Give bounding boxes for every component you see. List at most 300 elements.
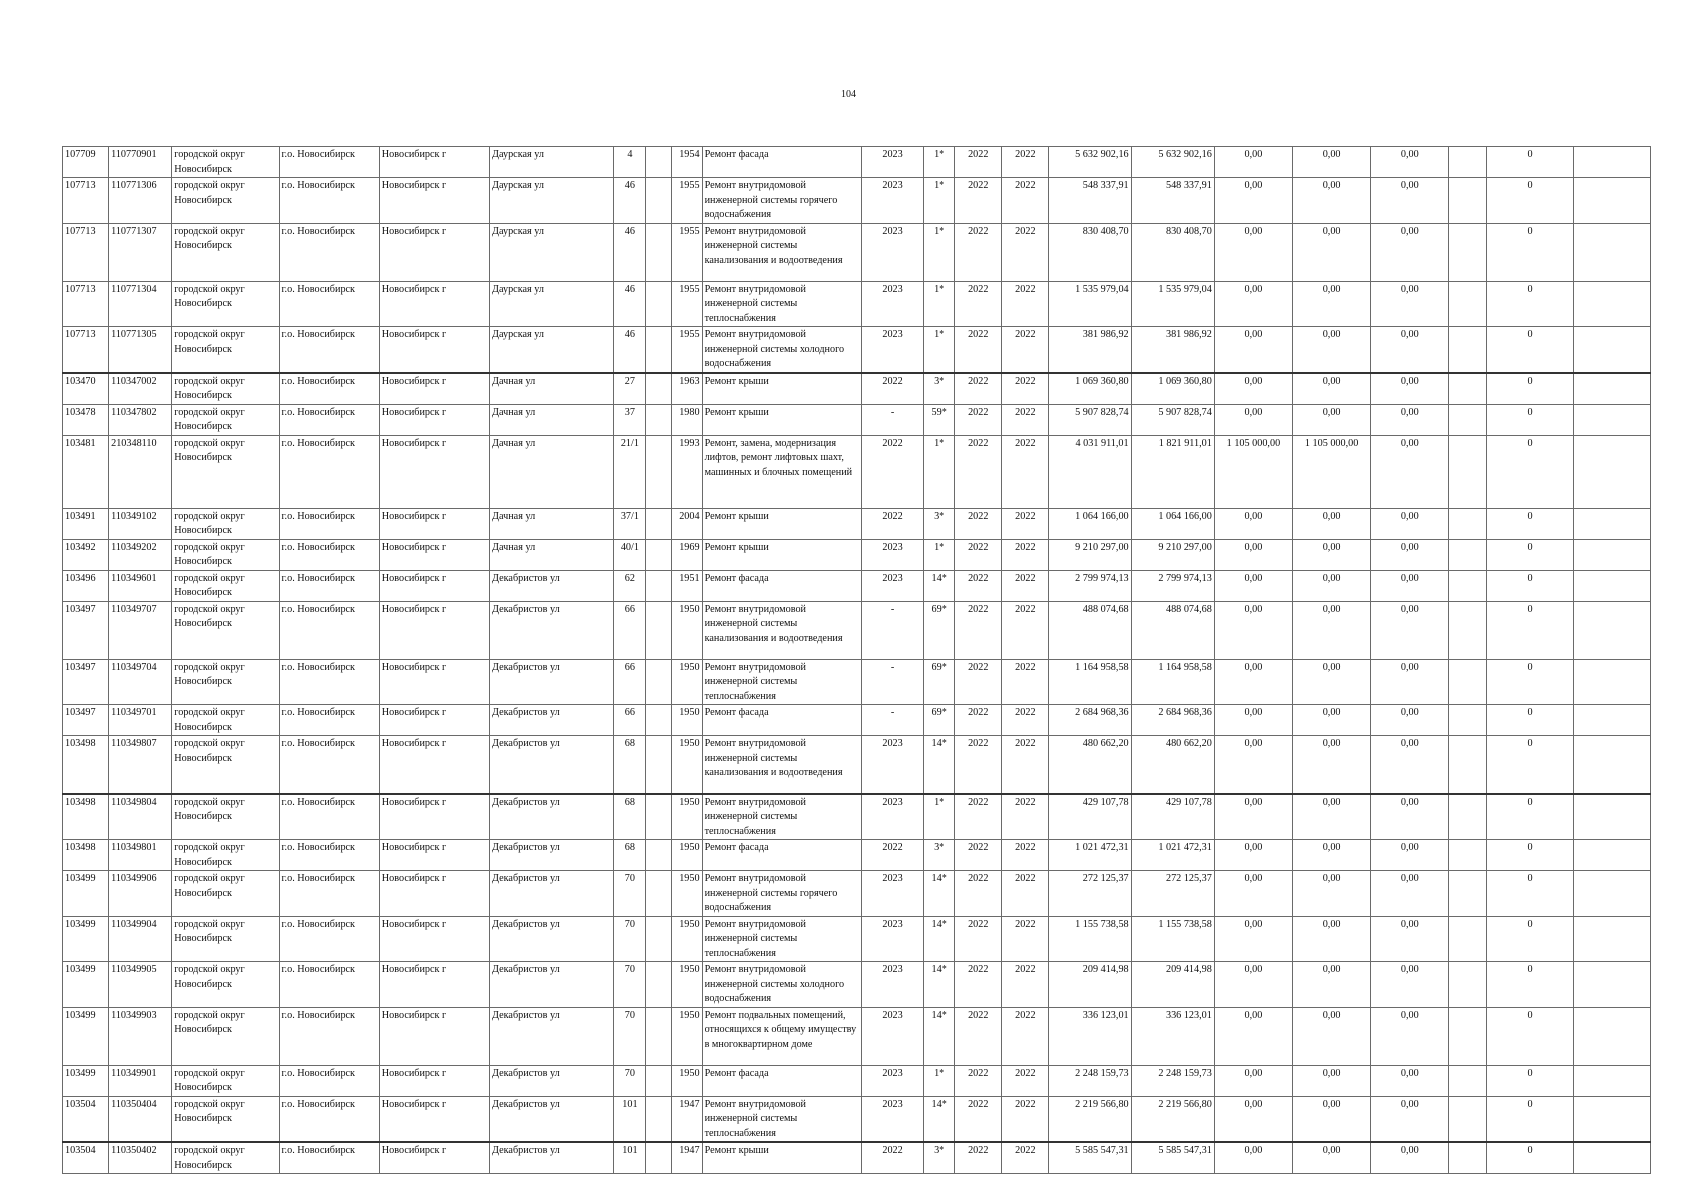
cell-fund-cost: 209 414,98 xyxy=(1131,962,1214,1008)
cell-zero: 0 xyxy=(1487,659,1573,705)
cell-fund-cost: 1 064 166,00 xyxy=(1131,508,1214,539)
cell-year-built: 1947 xyxy=(671,1142,702,1174)
cell-code: 110770901 xyxy=(109,147,172,178)
cell-year-end: 2022 xyxy=(1002,1007,1049,1065)
cell-work-type: Ремонт фасада xyxy=(702,1065,861,1096)
cell-district: городской округ Новосибирск xyxy=(172,736,279,794)
cell-street: Дачная ул xyxy=(490,404,614,435)
cell-year-start: 2022 xyxy=(955,281,1002,327)
cell-federal: 0,00 xyxy=(1214,1065,1292,1096)
cell-regional: 0,00 xyxy=(1293,1096,1371,1142)
cell-extra xyxy=(1449,659,1487,705)
cell-street: Декабристов ул xyxy=(490,1096,614,1142)
cell-municipality: г.о. Новосибирск xyxy=(279,178,379,224)
cell-total-cost: 1 064 166,00 xyxy=(1049,508,1131,539)
cell-work-type: Ремонт внутридомовой инженерной системы холодного водоснабжения xyxy=(702,962,861,1008)
cell-year-built: 1954 xyxy=(671,147,702,178)
table-row xyxy=(63,736,1651,794)
cell-year-planned: 2023 xyxy=(861,178,923,224)
cell-district: городской округ Новосибирск xyxy=(172,223,279,281)
cell-local: 0,00 xyxy=(1371,871,1449,917)
cell-extra xyxy=(1449,871,1487,917)
cell-zero: 0 xyxy=(1487,570,1573,601)
cell-local: 0,00 xyxy=(1371,570,1449,601)
cell-district: городской округ Новосибирск xyxy=(172,435,279,508)
cell-blank xyxy=(1573,794,1650,840)
cell-year-start: 2022 xyxy=(955,1065,1002,1096)
cell-year-start: 2022 xyxy=(955,539,1002,570)
cell-year-built: 1950 xyxy=(671,1007,702,1065)
cell-total-cost: 429 107,78 xyxy=(1049,794,1131,840)
cell-note: 69* xyxy=(924,601,955,659)
cell-building xyxy=(646,1007,671,1065)
cell-id: 103499 xyxy=(63,1007,109,1065)
cell-extra xyxy=(1449,840,1487,871)
cell-year-end: 2022 xyxy=(1002,281,1049,327)
cell-work-type: Ремонт внутридомовой инженерной системы канализования и водоотведения xyxy=(702,601,861,659)
cell-year-built: 1951 xyxy=(671,570,702,601)
cell-id: 107713 xyxy=(63,223,109,281)
cell-year-start: 2022 xyxy=(955,840,1002,871)
cell-note: 3* xyxy=(924,508,955,539)
cell-total-cost: 1 069 360,80 xyxy=(1049,373,1131,405)
cell-local: 0,00 xyxy=(1371,373,1449,405)
cell-work-type: Ремонт крыши xyxy=(702,404,861,435)
cell-note: 14* xyxy=(924,1096,955,1142)
cell-year-start: 2022 xyxy=(955,601,1002,659)
cell-code: 110349906 xyxy=(109,871,172,917)
cell-note: 1* xyxy=(924,178,955,224)
cell-zero: 0 xyxy=(1487,916,1573,962)
cell-street: Декабристов ул xyxy=(490,840,614,871)
cell-extra xyxy=(1449,223,1487,281)
cell-year-start: 2022 xyxy=(955,147,1002,178)
cell-building xyxy=(646,404,671,435)
cell-district: городской округ Новосибирск xyxy=(172,916,279,962)
cell-federal: 0,00 xyxy=(1214,962,1292,1008)
cell-year-planned: 2023 xyxy=(861,916,923,962)
cell-building xyxy=(646,794,671,840)
cell-code: 110349707 xyxy=(109,601,172,659)
cell-year-planned: 2023 xyxy=(861,1096,923,1142)
cell-code: 110349903 xyxy=(109,1007,172,1065)
table-row xyxy=(63,705,1651,736)
cell-city: Новосибирск г xyxy=(379,1065,489,1096)
cell-district: городской округ Новосибирск xyxy=(172,1065,279,1096)
cell-code: 110349807 xyxy=(109,736,172,794)
cell-extra xyxy=(1449,705,1487,736)
cell-extra xyxy=(1449,962,1487,1008)
cell-note: 1* xyxy=(924,327,955,373)
cell-id: 107713 xyxy=(63,178,109,224)
cell-year-planned: - xyxy=(861,601,923,659)
cell-year-start: 2022 xyxy=(955,508,1002,539)
cell-house: 21/1 xyxy=(614,435,646,508)
cell-total-cost: 9 210 297,00 xyxy=(1049,539,1131,570)
cell-work-type: Ремонт крыши xyxy=(702,539,861,570)
cell-extra xyxy=(1449,178,1487,224)
cell-local: 0,00 xyxy=(1371,962,1449,1008)
cell-year-start: 2022 xyxy=(955,404,1002,435)
cell-federal: 0,00 xyxy=(1214,223,1292,281)
cell-city: Новосибирск г xyxy=(379,1007,489,1065)
cell-work-type: Ремонт внутридомовой инженерной системы теплоснабжения xyxy=(702,659,861,705)
cell-year-end: 2022 xyxy=(1002,1065,1049,1096)
cell-id: 103499 xyxy=(63,1065,109,1096)
cell-local: 0,00 xyxy=(1371,404,1449,435)
cell-note: 14* xyxy=(924,916,955,962)
cell-work-type: Ремонт фасада xyxy=(702,570,861,601)
cell-house: 46 xyxy=(614,281,646,327)
cell-house: 46 xyxy=(614,178,646,224)
cell-id: 103497 xyxy=(63,601,109,659)
cell-building xyxy=(646,435,671,508)
cell-city: Новосибирск г xyxy=(379,840,489,871)
cell-regional: 0,00 xyxy=(1293,705,1371,736)
cell-zero: 0 xyxy=(1487,435,1573,508)
cell-year-built: 1955 xyxy=(671,327,702,373)
cell-city: Новосибирск г xyxy=(379,705,489,736)
cell-year-planned: 2023 xyxy=(861,794,923,840)
cell-municipality: г.о. Новосибирск xyxy=(279,327,379,373)
cell-extra xyxy=(1449,1007,1487,1065)
cell-code: 110349804 xyxy=(109,794,172,840)
cell-house: 70 xyxy=(614,1007,646,1065)
cell-municipality: г.о. Новосибирск xyxy=(279,736,379,794)
cell-work-type: Ремонт внутридомовой инженерной системы теплоснабжения xyxy=(702,1096,861,1142)
cell-zero: 0 xyxy=(1487,327,1573,373)
table-row xyxy=(63,1142,1651,1174)
cell-work-type: Ремонт внутридомовой инженерной системы горячего водоснабжения xyxy=(702,871,861,917)
cell-regional: 0,00 xyxy=(1293,736,1371,794)
cell-zero: 0 xyxy=(1487,281,1573,327)
cell-year-built: 1993 xyxy=(671,435,702,508)
cell-year-end: 2022 xyxy=(1002,916,1049,962)
cell-fund-cost: 830 408,70 xyxy=(1131,223,1214,281)
cell-year-planned: 2022 xyxy=(861,1142,923,1174)
cell-code: 110349801 xyxy=(109,840,172,871)
cell-note: 3* xyxy=(924,373,955,405)
cell-note: 14* xyxy=(924,1007,955,1065)
cell-local: 0,00 xyxy=(1371,705,1449,736)
cell-year-start: 2022 xyxy=(955,1142,1002,1174)
table-row xyxy=(63,178,1651,224)
cell-house: 66 xyxy=(614,705,646,736)
cell-district: городской округ Новосибирск xyxy=(172,659,279,705)
cell-blank xyxy=(1573,404,1650,435)
cell-local: 0,00 xyxy=(1371,147,1449,178)
cell-local: 0,00 xyxy=(1371,435,1449,508)
table-row xyxy=(63,435,1651,508)
cell-building xyxy=(646,962,671,1008)
cell-year-planned: 2022 xyxy=(861,373,923,405)
cell-city: Новосибирск г xyxy=(379,601,489,659)
cell-extra xyxy=(1449,404,1487,435)
cell-id: 103491 xyxy=(63,508,109,539)
cell-regional: 0,00 xyxy=(1293,601,1371,659)
cell-blank xyxy=(1573,601,1650,659)
cell-local: 0,00 xyxy=(1371,1065,1449,1096)
cell-house: 37/1 xyxy=(614,508,646,539)
cell-regional: 0,00 xyxy=(1293,659,1371,705)
cell-code: 110350404 xyxy=(109,1096,172,1142)
cell-year-end: 2022 xyxy=(1002,1142,1049,1174)
cell-building xyxy=(646,570,671,601)
cell-federal: 0,00 xyxy=(1214,508,1292,539)
cell-work-type: Ремонт, замена, модернизация лифтов, ремонт лифтовых шахт, машинных и блочных помещений xyxy=(702,435,861,508)
cell-year-planned: 2023 xyxy=(861,327,923,373)
cell-building xyxy=(646,327,671,373)
cell-work-type: Ремонт фасада xyxy=(702,147,861,178)
cell-city: Новосибирск г xyxy=(379,916,489,962)
cell-federal: 0,00 xyxy=(1214,1007,1292,1065)
cell-id: 103481 xyxy=(63,435,109,508)
cell-regional: 0,00 xyxy=(1293,794,1371,840)
cell-regional: 0,00 xyxy=(1293,147,1371,178)
cell-fund-cost: 2 799 974,13 xyxy=(1131,570,1214,601)
cell-extra xyxy=(1449,373,1487,405)
cell-fund-cost: 1 021 472,31 xyxy=(1131,840,1214,871)
cell-municipality: г.о. Новосибирск xyxy=(279,404,379,435)
cell-year-start: 2022 xyxy=(955,1007,1002,1065)
cell-total-cost: 2 248 159,73 xyxy=(1049,1065,1131,1096)
cell-id: 103478 xyxy=(63,404,109,435)
table-row xyxy=(63,962,1651,1008)
cell-house: 66 xyxy=(614,659,646,705)
cell-year-planned: 2023 xyxy=(861,1007,923,1065)
cell-blank xyxy=(1573,871,1650,917)
cell-local: 0,00 xyxy=(1371,508,1449,539)
cell-fund-cost: 488 074,68 xyxy=(1131,601,1214,659)
cell-year-start: 2022 xyxy=(955,705,1002,736)
cell-municipality: г.о. Новосибирск xyxy=(279,281,379,327)
cell-code: 110349102 xyxy=(109,508,172,539)
cell-street: Декабристов ул xyxy=(490,794,614,840)
table-row xyxy=(63,659,1651,705)
cell-building xyxy=(646,1065,671,1096)
cell-extra xyxy=(1449,508,1487,539)
table-row xyxy=(63,539,1651,570)
cell-total-cost: 830 408,70 xyxy=(1049,223,1131,281)
cell-federal: 0,00 xyxy=(1214,147,1292,178)
cell-year-built: 1955 xyxy=(671,223,702,281)
cell-blank xyxy=(1573,508,1650,539)
cell-street: Дачная ул xyxy=(490,508,614,539)
cell-code: 110349701 xyxy=(109,705,172,736)
cell-zero: 0 xyxy=(1487,601,1573,659)
cell-district: городской округ Новосибирск xyxy=(172,539,279,570)
cell-total-cost: 336 123,01 xyxy=(1049,1007,1131,1065)
cell-city: Новосибирск г xyxy=(379,373,489,405)
cell-note: 1* xyxy=(924,435,955,508)
table-row xyxy=(63,327,1651,373)
cell-local: 0,00 xyxy=(1371,659,1449,705)
cell-year-built: 1950 xyxy=(671,601,702,659)
cell-id: 103496 xyxy=(63,570,109,601)
table-row xyxy=(63,373,1651,405)
cell-year-end: 2022 xyxy=(1002,659,1049,705)
cell-total-cost: 2 219 566,80 xyxy=(1049,1096,1131,1142)
cell-note: 69* xyxy=(924,705,955,736)
cell-federal: 0,00 xyxy=(1214,1142,1292,1174)
cell-street: Дачная ул xyxy=(490,539,614,570)
cell-zero: 0 xyxy=(1487,705,1573,736)
cell-district: городской округ Новосибирск xyxy=(172,705,279,736)
cell-year-built: 1955 xyxy=(671,178,702,224)
cell-year-end: 2022 xyxy=(1002,871,1049,917)
cell-year-built: 1969 xyxy=(671,539,702,570)
cell-house: 70 xyxy=(614,1065,646,1096)
cell-blank xyxy=(1573,373,1650,405)
cell-year-planned: - xyxy=(861,705,923,736)
cell-year-built: 1947 xyxy=(671,1096,702,1142)
cell-zero: 0 xyxy=(1487,373,1573,405)
cell-building xyxy=(646,508,671,539)
cell-year-planned: 2022 xyxy=(861,508,923,539)
cell-id: 107713 xyxy=(63,281,109,327)
cell-zero: 0 xyxy=(1487,1142,1573,1174)
cell-regional: 0,00 xyxy=(1293,178,1371,224)
cell-local: 0,00 xyxy=(1371,916,1449,962)
cell-fund-cost: 429 107,78 xyxy=(1131,794,1214,840)
cell-extra xyxy=(1449,327,1487,373)
cell-note: 1* xyxy=(924,1065,955,1096)
cell-code: 110349901 xyxy=(109,1065,172,1096)
cell-municipality: г.о. Новосибирск xyxy=(279,794,379,840)
cell-year-built: 1950 xyxy=(671,840,702,871)
cell-municipality: г.о. Новосибирск xyxy=(279,435,379,508)
cell-blank xyxy=(1573,281,1650,327)
cell-regional: 0,00 xyxy=(1293,916,1371,962)
cell-city: Новосибирск г xyxy=(379,147,489,178)
cell-year-planned: 2023 xyxy=(861,570,923,601)
cell-house: 68 xyxy=(614,840,646,871)
cell-total-cost: 5 907 828,74 xyxy=(1049,404,1131,435)
cell-house: 62 xyxy=(614,570,646,601)
cell-year-built: 1963 xyxy=(671,373,702,405)
cell-id: 103499 xyxy=(63,871,109,917)
cell-id: 107713 xyxy=(63,327,109,373)
cell-street: Декабристов ул xyxy=(490,871,614,917)
cell-house: 40/1 xyxy=(614,539,646,570)
cell-id: 103504 xyxy=(63,1096,109,1142)
cell-year-planned: 2023 xyxy=(861,281,923,327)
cell-municipality: г.о. Новосибирск xyxy=(279,539,379,570)
cell-city: Новосибирск г xyxy=(379,871,489,917)
cell-federal: 0,00 xyxy=(1214,916,1292,962)
cell-street: Декабристов ул xyxy=(490,601,614,659)
cell-year-built: 1950 xyxy=(671,794,702,840)
cell-regional: 1 105 000,00 xyxy=(1293,435,1371,508)
cell-year-built: 1950 xyxy=(671,871,702,917)
cell-blank xyxy=(1573,1142,1650,1174)
cell-municipality: г.о. Новосибирск xyxy=(279,916,379,962)
cell-district: городской округ Новосибирск xyxy=(172,178,279,224)
cell-federal: 0,00 xyxy=(1214,840,1292,871)
cell-federal: 0,00 xyxy=(1214,1096,1292,1142)
cell-street: Даурская ул xyxy=(490,178,614,224)
cell-house: 68 xyxy=(614,736,646,794)
cell-federal: 0,00 xyxy=(1214,871,1292,917)
cell-id: 103497 xyxy=(63,705,109,736)
cell-year-start: 2022 xyxy=(955,570,1002,601)
cell-federal: 0,00 xyxy=(1214,327,1292,373)
cell-federal: 0,00 xyxy=(1214,736,1292,794)
cell-building xyxy=(646,840,671,871)
cell-district: городской округ Новосибирск xyxy=(172,794,279,840)
cell-year-end: 2022 xyxy=(1002,373,1049,405)
cell-blank xyxy=(1573,1007,1650,1065)
cell-district: городской округ Новосибирск xyxy=(172,570,279,601)
cell-house: 27 xyxy=(614,373,646,405)
cell-fund-cost: 5 632 902,16 xyxy=(1131,147,1214,178)
cell-year-built: 1950 xyxy=(671,705,702,736)
cell-municipality: г.о. Новосибирск xyxy=(279,871,379,917)
cell-municipality: г.о. Новосибирск xyxy=(279,1142,379,1174)
cell-fund-cost: 2 219 566,80 xyxy=(1131,1096,1214,1142)
table-row xyxy=(63,223,1651,281)
cell-federal: 0,00 xyxy=(1214,601,1292,659)
cell-regional: 0,00 xyxy=(1293,871,1371,917)
cell-building xyxy=(646,281,671,327)
cell-total-cost: 5 585 547,31 xyxy=(1049,1142,1131,1174)
cell-code: 110349202 xyxy=(109,539,172,570)
cell-note: 14* xyxy=(924,736,955,794)
table-row xyxy=(63,404,1651,435)
cell-fund-cost: 2 248 159,73 xyxy=(1131,1065,1214,1096)
cell-year-planned: 2022 xyxy=(861,840,923,871)
cell-regional: 0,00 xyxy=(1293,404,1371,435)
cell-street: Дачная ул xyxy=(490,435,614,508)
cell-blank xyxy=(1573,1096,1650,1142)
cell-street: Даурская ул xyxy=(490,223,614,281)
cell-house: 37 xyxy=(614,404,646,435)
cell-year-planned: 2022 xyxy=(861,435,923,508)
cell-street: Декабристов ул xyxy=(490,570,614,601)
cell-year-end: 2022 xyxy=(1002,840,1049,871)
cell-municipality: г.о. Новосибирск xyxy=(279,223,379,281)
cell-extra xyxy=(1449,601,1487,659)
cell-note: 3* xyxy=(924,840,955,871)
cell-year-end: 2022 xyxy=(1002,1096,1049,1142)
cell-year-planned: 2023 xyxy=(861,223,923,281)
cell-street: Декабристов ул xyxy=(490,1007,614,1065)
cell-zero: 0 xyxy=(1487,794,1573,840)
cell-building xyxy=(646,147,671,178)
cell-street: Даурская ул xyxy=(490,147,614,178)
cell-street: Даурская ул xyxy=(490,281,614,327)
cell-note: 3* xyxy=(924,1142,955,1174)
cell-extra xyxy=(1449,1142,1487,1174)
cell-year-planned: 2023 xyxy=(861,736,923,794)
cell-building xyxy=(646,601,671,659)
cell-total-cost: 480 662,20 xyxy=(1049,736,1131,794)
cell-city: Новосибирск г xyxy=(379,508,489,539)
cell-fund-cost: 1 535 979,04 xyxy=(1131,281,1214,327)
cell-blank xyxy=(1573,916,1650,962)
cell-building xyxy=(646,223,671,281)
cell-building xyxy=(646,178,671,224)
cell-street: Декабристов ул xyxy=(490,736,614,794)
cell-id: 103499 xyxy=(63,916,109,962)
cell-work-type: Ремонт фасада xyxy=(702,705,861,736)
cell-year-built: 1950 xyxy=(671,736,702,794)
cell-local: 0,00 xyxy=(1371,1142,1449,1174)
cell-work-type: Ремонт крыши xyxy=(702,1142,861,1174)
table-row xyxy=(63,570,1651,601)
cell-zero: 0 xyxy=(1487,736,1573,794)
cell-work-type: Ремонт подвальных помещений, относящихся к общему имуществу в многоквартирном доме xyxy=(702,1007,861,1065)
